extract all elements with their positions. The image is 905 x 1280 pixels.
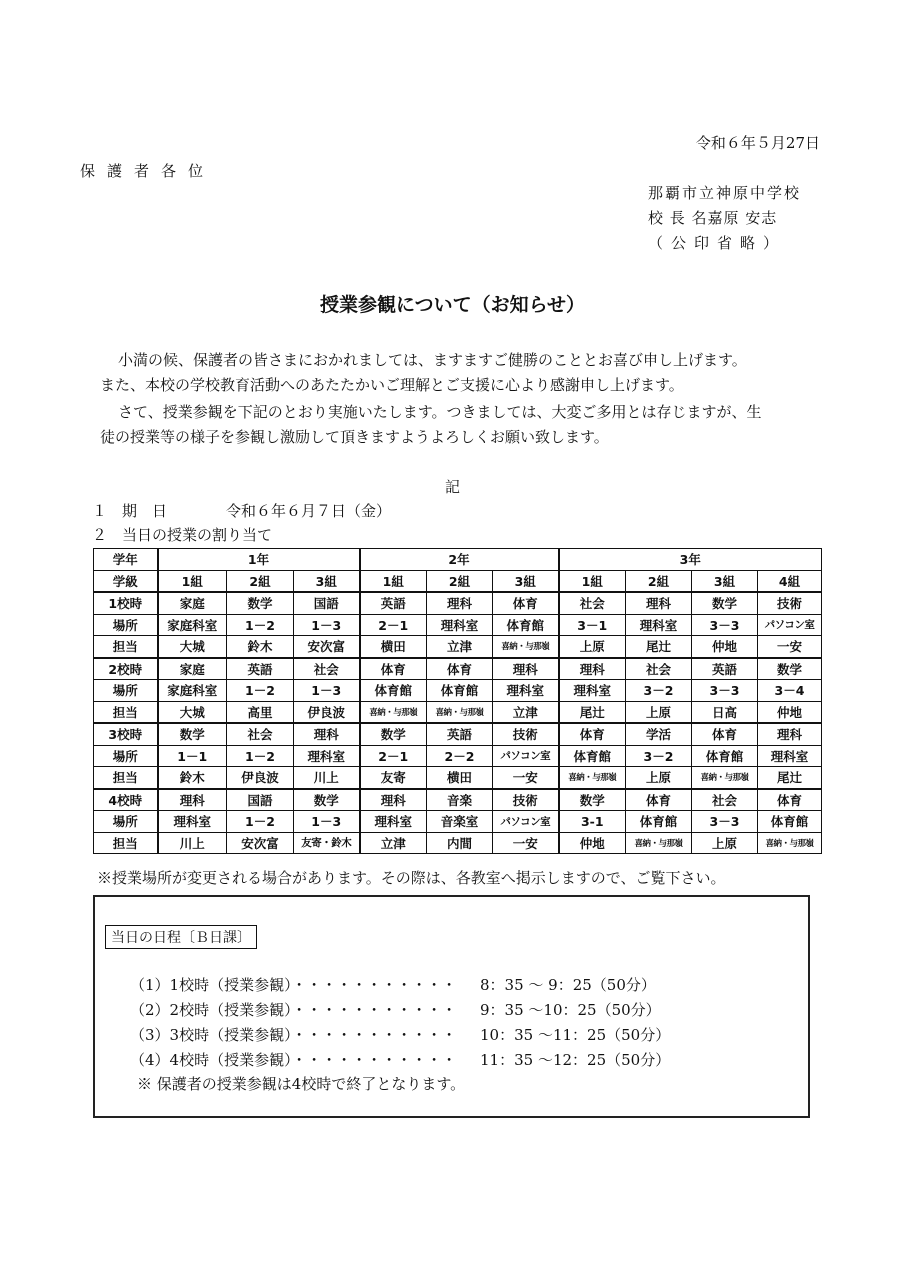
- table-row: [94, 701, 822, 723]
- row-label-cell: 4校時: [94, 789, 158, 811]
- table-row: [94, 767, 822, 789]
- table-cell: 数学: [692, 592, 758, 614]
- schedule-item-time: 9：35 ～10：25（50分）: [480, 1001, 661, 1019]
- header-cell: 3組: [493, 570, 559, 592]
- table-cell: 3－3: [692, 680, 758, 702]
- table-cell: 2－2: [427, 745, 493, 767]
- table-cell: 英語: [692, 658, 758, 680]
- table-cell: 喜納・与那嶺: [758, 832, 822, 854]
- schedule-item-time: 11：35 ～12：25（50分）: [480, 1051, 671, 1069]
- table-cell: 立津: [427, 636, 493, 658]
- table-cell: 上原: [692, 832, 758, 854]
- table-cell: 3－3: [692, 811, 758, 833]
- table-cell: 1－2: [227, 811, 294, 833]
- table-cell: 上原: [626, 767, 692, 789]
- table-cell: パソコン室: [493, 811, 559, 833]
- table-row: [94, 832, 822, 854]
- table-cell: 仲地: [559, 832, 626, 854]
- table-cell: 3－2: [626, 745, 692, 767]
- table-cell: 理科: [294, 723, 360, 745]
- table-cell: 体育: [427, 658, 493, 680]
- table-cell: 体育: [559, 723, 626, 745]
- table-cell: 喜納・与那嶺: [493, 636, 559, 658]
- schedule-footnote: ※ 保護者の授業参観は4校時で終了となります。: [137, 1075, 466, 1093]
- table-row: [94, 789, 822, 811]
- row-label-cell: 場所: [94, 811, 158, 833]
- table-row: [94, 811, 822, 833]
- table-cell: 大城: [158, 701, 227, 723]
- table-header-row: [94, 570, 822, 592]
- recipient: 保護者各位: [80, 162, 216, 180]
- table-cell: 理科: [626, 592, 692, 614]
- header-cell: 2組: [626, 570, 692, 592]
- row-label-cell: 1校時: [94, 592, 158, 614]
- table-cell: 日高: [692, 701, 758, 723]
- table-cell: 英語: [360, 592, 427, 614]
- table-cell: 喜納・与那嶺: [427, 701, 493, 723]
- table-cell: 3-1: [559, 811, 626, 833]
- table-cell: 体育館: [360, 680, 427, 702]
- table-cell: 技術: [493, 723, 559, 745]
- table-cell: 川上: [294, 767, 360, 789]
- row-label-cell: 担当: [94, 701, 158, 723]
- class-schedule-table: [93, 548, 822, 854]
- header-cell: 2組: [427, 570, 493, 592]
- row-label-cell: 担当: [94, 636, 158, 658]
- table-cell: 体育: [758, 789, 822, 811]
- table-cell: 理科室: [626, 614, 692, 636]
- item-1-label: １ 期 日: [92, 502, 168, 520]
- table-cell: 家庭科室: [158, 680, 227, 702]
- table-cell: 理科室: [427, 614, 493, 636]
- table-cell: 社会: [227, 723, 294, 745]
- table-cell: 1－1: [158, 745, 227, 767]
- table-cell: 国語: [294, 592, 360, 614]
- table-cell: 理科: [559, 658, 626, 680]
- header-cell: 2年: [360, 549, 559, 571]
- ki-heading: 記: [445, 478, 461, 496]
- table-cell: 1－3: [294, 811, 360, 833]
- table-cell: 理科: [758, 723, 822, 745]
- table-cell: 尾辻: [758, 767, 822, 789]
- table-cell: 体育館: [559, 745, 626, 767]
- sender-school: 那覇市立神原中学校: [648, 184, 802, 202]
- table-cell: 学活: [626, 723, 692, 745]
- body-line-1: 小満の候、保護者の皆さまにおかれましては、ますますご健勝のこととお喜び申し上げます。: [118, 351, 747, 369]
- row-label-cell: 担当: [94, 832, 158, 854]
- body-line-4: 徒の授業等の様子を参観し激励して頂きますようよろしくお願い致します。: [100, 428, 609, 446]
- header-cell: 1組: [559, 570, 626, 592]
- table-cell: 立津: [360, 832, 427, 854]
- table-cell: 1－3: [294, 614, 360, 636]
- table-cell: 理科: [493, 658, 559, 680]
- table-cell: 3－2: [626, 680, 692, 702]
- table-cell: 上原: [626, 701, 692, 723]
- table-row: [94, 592, 822, 614]
- table-cell: 鈴木: [158, 767, 227, 789]
- table-cell: 喜納・与那嶺: [692, 767, 758, 789]
- table-cell: 1－2: [227, 745, 294, 767]
- table-cell: 数学: [758, 658, 822, 680]
- table-cell: 社会: [294, 658, 360, 680]
- row-label-cell: 場所: [94, 614, 158, 636]
- schedule-item-4: [130, 1049, 670, 1070]
- item-2-label: ２ 当日の授業の割り当て: [92, 526, 273, 544]
- schedule-item-label: （3）3校時（授業参観）・・・・・・・・・・・: [130, 1026, 457, 1044]
- table-cell: 喜納・与那嶺: [626, 832, 692, 854]
- table-cell: 数学: [294, 789, 360, 811]
- table-cell: 理科室: [294, 745, 360, 767]
- table-cell: 理科室: [559, 680, 626, 702]
- table-cell: 理科: [158, 789, 227, 811]
- table-cell: 伊良波: [227, 767, 294, 789]
- schedule-item-1: [130, 974, 656, 995]
- row-label-cell: 3校時: [94, 723, 158, 745]
- schedule-title: 当日の日程〔Ｂ日課〕: [105, 925, 257, 949]
- header-cell: 1組: [158, 570, 227, 592]
- table-cell: 家庭: [158, 658, 227, 680]
- table-cell: 友寄: [360, 767, 427, 789]
- table-cell: 友寄・鈴木: [294, 832, 360, 854]
- table-cell: 数学: [360, 723, 427, 745]
- table-cell: 3－1: [559, 614, 626, 636]
- schedule-item-label: （2）2校時（授業参観）・・・・・・・・・・・: [130, 1001, 457, 1019]
- row-label-cell: 2校時: [94, 658, 158, 680]
- body-line-2: また、本校の学校教育活動へのあたたかいご理解とご支援に心より感謝申し上げます。: [100, 376, 684, 394]
- seal-note: （公印省略）: [648, 234, 787, 252]
- table-cell: 安次富: [294, 636, 360, 658]
- row-label-cell: 場所: [94, 745, 158, 767]
- table-cell: 安次富: [227, 832, 294, 854]
- table-cell: 理科室: [158, 811, 227, 833]
- table-cell: 伊良波: [294, 701, 360, 723]
- schedule-item-label: （1）1校時（授業参観）・・・・・・・・・・・: [130, 976, 457, 994]
- table-cell: 大城: [158, 636, 227, 658]
- header-cell: 3組: [294, 570, 360, 592]
- table-cell: 数学: [227, 592, 294, 614]
- table-note: ※授業場所が変更される場合があります。その際は、各教室へ掲示しますので、ご覧下さい。: [97, 869, 726, 887]
- table-cell: 理科室: [360, 811, 427, 833]
- table-cell: 立津: [493, 701, 559, 723]
- table-cell: 音楽室: [427, 811, 493, 833]
- table-cell: 体育: [626, 789, 692, 811]
- table-cell: 社会: [626, 658, 692, 680]
- table-cell: 上原: [559, 636, 626, 658]
- table-cell: 1－2: [227, 680, 294, 702]
- table-cell: 1－2: [227, 614, 294, 636]
- table-cell: 技術: [758, 592, 822, 614]
- table-cell: 国語: [227, 789, 294, 811]
- table-cell: 一安: [493, 832, 559, 854]
- header-cell: 2組: [227, 570, 294, 592]
- table-cell: 2－1: [360, 614, 427, 636]
- row-label-cell: 場所: [94, 680, 158, 702]
- header-cell: 3年: [559, 549, 822, 571]
- schedule-box: [93, 895, 810, 1118]
- table-cell: 仲地: [692, 636, 758, 658]
- table-cell: 体育館: [758, 811, 822, 833]
- schedule-item-2: [130, 999, 661, 1020]
- table-cell: 2－1: [360, 745, 427, 767]
- table-cell: 尾辻: [626, 636, 692, 658]
- table-cell: 数学: [559, 789, 626, 811]
- table-row: [94, 745, 822, 767]
- table-cell: 社会: [692, 789, 758, 811]
- table-cell: 川上: [158, 832, 227, 854]
- table-cell: 高里: [227, 701, 294, 723]
- table-cell: 仲地: [758, 701, 822, 723]
- table-cell: 体育: [692, 723, 758, 745]
- table-cell: 鈴木: [227, 636, 294, 658]
- document-title: 授業参観について（お知らせ）: [319, 294, 586, 316]
- schedule-item-time: 8：35 ～ 9：25（50分）: [480, 976, 656, 994]
- table-cell: 体育館: [626, 811, 692, 833]
- table-row: [94, 636, 822, 658]
- table-cell: 理科室: [758, 745, 822, 767]
- table-cell: 家庭科室: [158, 614, 227, 636]
- table-cell: 数学: [158, 723, 227, 745]
- table-header-row: [94, 549, 822, 571]
- header-cell: 1組: [360, 570, 427, 592]
- table-cell: 3－4: [758, 680, 822, 702]
- item-1-value: 令和６年６月７日（金）: [226, 502, 392, 520]
- table-cell: 一安: [758, 636, 822, 658]
- table-row: [94, 658, 822, 680]
- document-date: 令和６年５月27日: [695, 134, 820, 152]
- table-cell: 一安: [493, 767, 559, 789]
- schedule-item-time: 10：35 ～11：25（50分）: [480, 1026, 671, 1044]
- table-cell: 社会: [559, 592, 626, 614]
- table-cell: 体育館: [427, 680, 493, 702]
- table-cell: 技術: [493, 789, 559, 811]
- table-row: [94, 680, 822, 702]
- header-cell: 学級: [94, 570, 158, 592]
- header-cell: 4組: [758, 570, 822, 592]
- row-label-cell: 担当: [94, 767, 158, 789]
- table-cell: 横田: [427, 767, 493, 789]
- table-row: [94, 723, 822, 745]
- table-cell: 理科: [427, 592, 493, 614]
- body-line-3: さて、授業参観を下記のとおり実施いたします。つきましては、大変ご多用とは存じますが、生: [118, 403, 762, 421]
- table-cell: 1－3: [294, 680, 360, 702]
- table-cell: 体育館: [493, 614, 559, 636]
- header-cell: 学年: [94, 549, 158, 571]
- header-cell: 1年: [158, 549, 360, 571]
- table-cell: 英語: [427, 723, 493, 745]
- table-cell: 音楽: [427, 789, 493, 811]
- table-cell: 理科室: [493, 680, 559, 702]
- table-cell: 体育: [493, 592, 559, 614]
- table-cell: 喜納・与那嶺: [360, 701, 427, 723]
- table-cell: 家庭: [158, 592, 227, 614]
- table-cell: 喜納・与那嶺: [559, 767, 626, 789]
- schedule-item-3: [130, 1024, 670, 1045]
- table-cell: 尾辻: [559, 701, 626, 723]
- table-cell: 横田: [360, 636, 427, 658]
- table-cell: 体育館: [692, 745, 758, 767]
- header-cell: 3組: [692, 570, 758, 592]
- table-cell: 3－3: [692, 614, 758, 636]
- schedule-item-label: （4）4校時（授業参観）・・・・・・・・・・・: [130, 1051, 457, 1069]
- table-cell: 英語: [227, 658, 294, 680]
- table-row: [94, 614, 822, 636]
- sender-principal: 校 長 名嘉原 安志: [648, 209, 778, 227]
- table-cell: パソコン室: [493, 745, 559, 767]
- table-cell: 体育: [360, 658, 427, 680]
- table-cell: パソコン室: [758, 614, 822, 636]
- table-cell: 理科: [360, 789, 427, 811]
- table-cell: 内間: [427, 832, 493, 854]
